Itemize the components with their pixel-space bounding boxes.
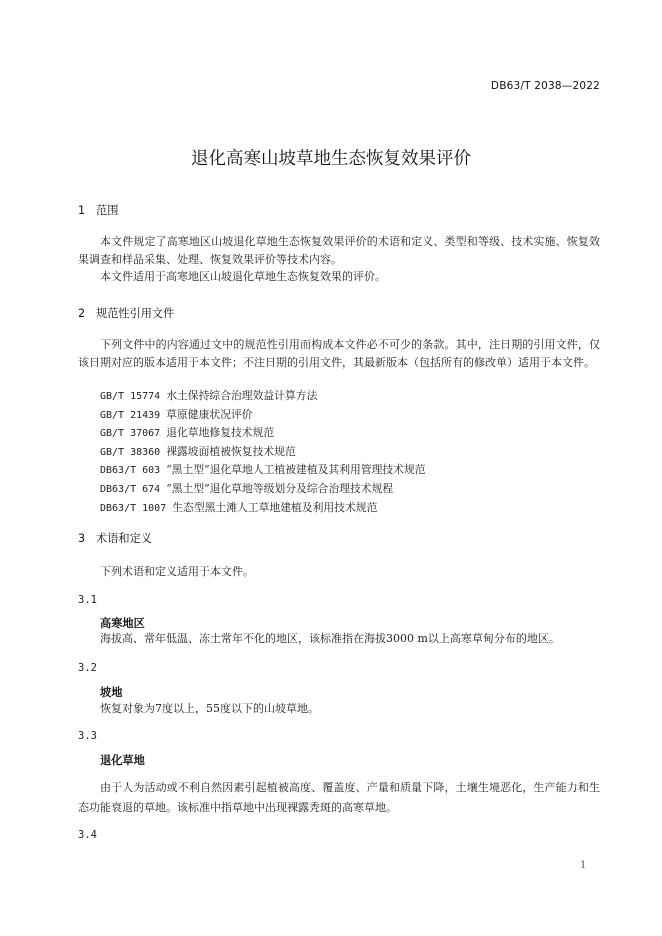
reference-item (100, 443, 426, 462)
reference-item (100, 424, 426, 443)
section-1-paragraph-2: 本文件适用于高寒地区山坡退化草地生态恢复效果的评价。 (100, 270, 386, 283)
section-3-intro: 下列术语和定义适用于本文件。 (100, 565, 254, 578)
section-number: 1 (78, 204, 86, 217)
term-definition: 由于人为活动或不利自然因素引起植被高度、覆盖度、产量和质量下降，土壤生境恶化，生产能力和生态功能衰退的草地。该标准中指草地中出现裸露秃斑的高寒草地。 (78, 781, 600, 814)
term-name: 坡地 (100, 686, 123, 699)
reference-code: GB/T 21439 (100, 409, 161, 421)
document-title: 退化高寒山坡草地生态恢复效果评价 (191, 149, 471, 169)
reference-item (100, 480, 426, 499)
section-2-paragraph-1: 下列文件中的内容通过文中的规范性引用而构成本文件必不可少的条款。其中，注日期的引用文件，仅该日期对应的版本适用于本文件；不注日期的引用文件，其最新版本（包括所有的修改单）适用于本文件。 (78, 338, 600, 369)
reference-code: GB/T 38360 (100, 446, 161, 458)
term-number: 3.1 (78, 594, 97, 606)
term-name: 退化草地 (100, 754, 145, 767)
reference-item (100, 499, 426, 518)
section-title: 术语和定义 (96, 532, 152, 545)
term-number: 3.3 (78, 730, 97, 742)
reference-name: 水土保持综合治理效益计算方法 (166, 389, 318, 402)
section-title: 范围 (96, 204, 119, 217)
normative-reference-list (100, 387, 426, 517)
reference-item (100, 461, 426, 480)
reference-code: DB63/T 1007 (100, 502, 167, 514)
reference-item (100, 387, 426, 406)
reference-name: “黑土型”退化草地人工植被建植及其利用管理技术规范 (166, 463, 426, 477)
standard-code: DB63/T 2038—2022 (490, 80, 600, 92)
term-definition: 恢复对象为7度以上，55度以下的山坡草地。 (100, 702, 319, 715)
reference-name: 裸露坡面植被恢复技术规范 (166, 444, 296, 458)
reference-name: 生态型黑土滩人工草地建植及利用技术规范 (172, 500, 378, 514)
term-definition: 海拔高、常年低温、冻土常年不化的地区，该标准指在海拔3000 m以上高寒草甸分布的地区。 (100, 632, 560, 645)
section-3-heading (78, 530, 152, 546)
reference-name: “黑土型”退化草地等级划分及综合治理技术规程 (166, 481, 394, 495)
section-2-heading (78, 305, 174, 321)
section-number: 3 (78, 532, 86, 545)
section-number: 2 (78, 307, 86, 320)
reference-code: GB/T 37067 (100, 428, 161, 440)
term-number: 3.2 (78, 662, 97, 674)
term-number: 3.4 (78, 829, 97, 841)
reference-name: 退化草地修复技术规范 (166, 426, 275, 440)
reference-code: GB/T 15774 (100, 391, 161, 402)
reference-code: DB63/T 674 (100, 483, 161, 495)
reference-item (100, 406, 426, 425)
section-1-paragraph-1: 本文件规定了高寒地区山坡退化草地生态恢复效果评价的术语和定义、类型和等级、技术实施、恢复效果调查和样品采集、处理、恢复效果评价等技术内容。 (78, 235, 600, 266)
term-name: 高寒地区 (100, 617, 145, 630)
page-number: 1 (580, 860, 587, 871)
section-title: 规范性引用文件 (96, 307, 175, 320)
reference-code: DB63/T 603 (100, 465, 161, 477)
reference-name: 草原健康状况评价 (166, 407, 253, 421)
section-1-heading (78, 202, 118, 218)
